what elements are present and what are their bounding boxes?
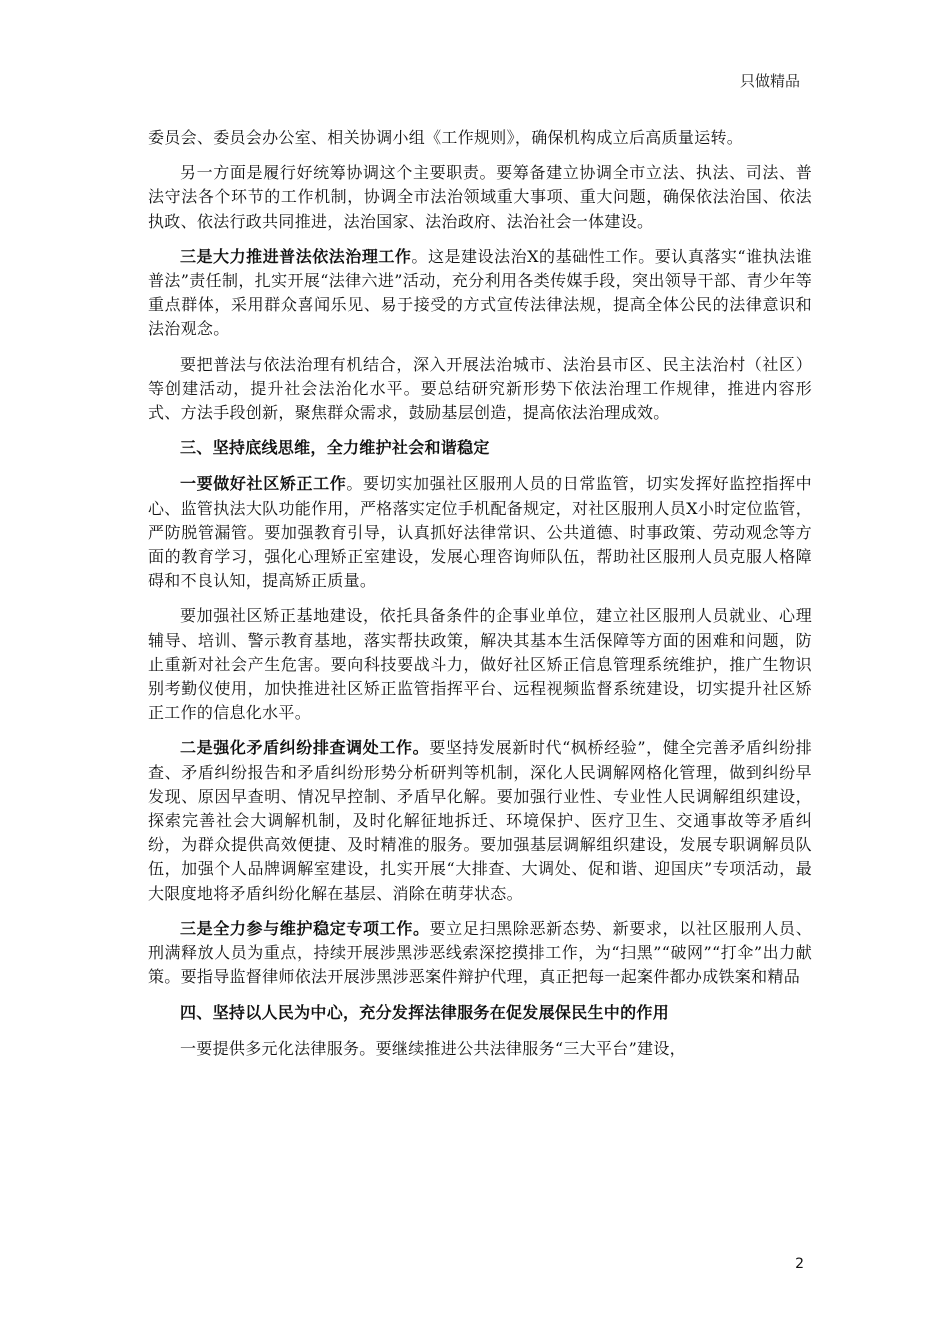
paragraph-lead: 三是大力推进普法依法治理工作 bbox=[180, 246, 412, 266]
document-body bbox=[148, 126, 812, 1072]
paragraph: 二是强化矛盾纠纷排查调处工作。要坚持发展新时代“枫桥经验”，健全完善矛盾纠纷排查、矛盾纠纷报告和矛盾纠纷形势分析研判等机制，深化人民调解网格化管理，做到纠纷早发现、原因早查明、情况早控制、矛盾早化解。要加强行业性、专业性人民调解组织建设，探索完善社会大调解机制，及时化解征地拆迁、环境保护、医疗卫生、交通事故等矛盾纠纷，为群众提供高效便捷、及时精准的服务。要加强基层调解组织建设，发展专职调解员队伍，加强个人品牌调解室建设，扎实开展“大排查、大调处、促和谐、迎国庆”专项活动，最大限度地将矛盾纠纷化解在基层、消除在萌芽状态。 bbox=[148, 738, 812, 903]
paragraph: 委员会、委员会办公室、相关协调小组《工作规则》，确保机构成立后高质量运转。 bbox=[148, 128, 744, 147]
paragraph: 一要提供多元化法律服务。要继续推进公共法律服务“三大平台”建设， bbox=[180, 1038, 686, 1058]
paragraph: 要加强社区矫正基地建设，依托具备条件的企事业单位，建立社区服刑人员就业、心理辅导、培训、警示教育基地，落实帮扶政策，解决其基本生活保障等方面的困难和问题，防止重新对社会产生危害。要向科技要战斗力，做好社区矫正信息管理系统维护，推广生物识别考勤仪使用，加快推进社区矫正监管指挥平台、远程视频监督系统建设，切实提升社区矫正工作的信息化水平。 bbox=[148, 606, 812, 723]
paragraph-lead: 三是全力参与维护稳定专项工作。 bbox=[180, 918, 430, 938]
paragraph: 另一方面是履行好统筹协调这个主要职责。要筹备建立协调全市立法、执法、司法、普法守法各个环节的工作机制，协调全市法治领域重大事项、重大问题，确保依法治国、依法执政、依法行政共同推进，法治国家、法治政府、法治社会一体建设。 bbox=[148, 163, 812, 231]
section-heading: 三、坚持底线思维，全力维护社会和谐稳定 bbox=[180, 438, 490, 458]
paragraph: 一要做好社区矫正工作。要切实加强社区服刑人员的日常监管，切实发挥好监控指挥中心、监管执法大队功能作用，严格落实定位手机配备规定，对社区服刑人员X小时定位监管，严防脱管漏管。要加强教育引导，认真抓好法律常识、公共道德、时事政策、劳动观念等方面的教育学习，强化心理矫正室建设，发展心理咨询师队伍，帮助社区服刑人员克服人格障碍和不良认知，提高矫正质量。 bbox=[148, 474, 812, 591]
paragraph: 三是大力推进普法依法治理工作。这是建设法治X的基础性工作。要认真落实“谁执法谁普法”责任制，扎实开展“法律六进”活动，充分利用各类传媒手段，突出领导干部、青少年等重点群体，采用群众喜闻乐见、易于接受的方式宣传法律法规，提高全体公民的法律意识和法治观念。 bbox=[148, 246, 812, 339]
paragraph: 要把普法与依法治理有机结合，深入开展法治城市、法治县市区、民主法治村（社区）等创建活动，提升社会法治化水平。要总结研究新形势下依法治理工作规律，推进内容形式、方法手段创新，聚焦群众需求，鼓励基层创造，提高依法治理成效。 bbox=[148, 354, 812, 423]
page-header: 只做精品 bbox=[739, 72, 800, 90]
section-heading: 四、坚持以人民为中心，充分发挥法律服务在促发展保民生中的作用 bbox=[180, 1002, 670, 1022]
page-number: 2 bbox=[795, 1256, 804, 1272]
paragraph: 三是全力参与维护稳定专项工作。要立足扫黑除恶新态势、新要求，以社区服刑人员、刑满释放人员为重点，持续开展涉黑涉恶线索深挖摸排工作，为“扫黑”“破网”“打伞”出力献策。要指导监督律师依法开展涉黑涉恶案件辩护代理，真正把每一起案件都办成铁案和精品 bbox=[148, 918, 812, 987]
paragraph-lead: 一要做好社区矫正工作 bbox=[180, 474, 347, 494]
paragraph-lead: 二是强化矛盾纠纷排查调处工作。 bbox=[180, 738, 430, 758]
